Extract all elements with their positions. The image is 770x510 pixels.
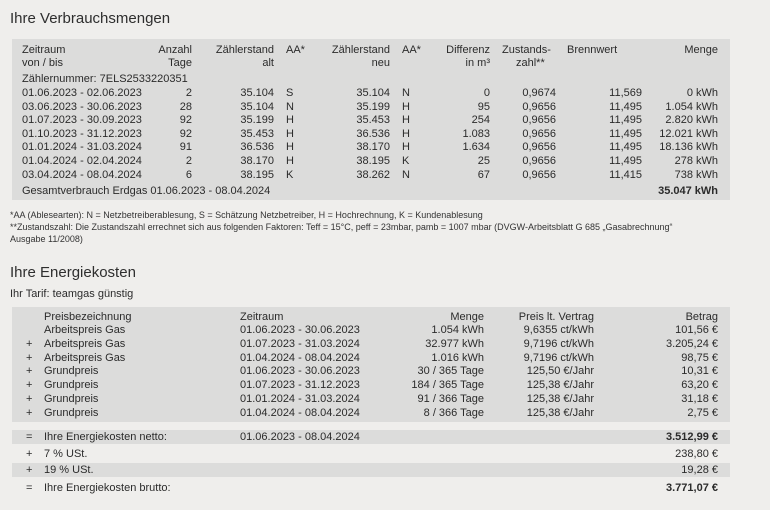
consumption-cell-old: 38.195 [240,168,274,181]
col-aa2-header: AA* [402,44,421,56]
consumption-cell-state: 0,9656 [522,100,556,113]
consumption-cell-diff: 1.083 [462,127,490,140]
cost-cell-price: 125,38 €/Jahr [526,393,594,405]
consumption-cell-period: 01.06.2023 - 02.06.2023 [22,87,142,99]
consumption-cell-new: 35.453 [356,114,390,127]
col-new-header: Zählerstand [331,44,390,56]
cost-cell-price: 9,6355 ct/kWh [523,324,594,336]
vat19-amount: 19,28 € [681,464,718,476]
cost-cell-amount: 3.205,24 € [666,337,718,350]
consumption-cell-aa1: N [286,100,294,113]
cost-cell-period: 01.04.2024 - 08.04.2024 [240,406,360,419]
gross-amount: 3.771,07 € [666,482,718,494]
col-old-header: Zählerstand [215,44,274,56]
cost-cell-qty: 184 / 365 Tage [411,379,484,392]
col-state-subheader: zahl** [516,57,545,69]
consumption-cell-diff: 67 [477,168,490,181]
consumption-cell-state: 0,9656 [522,127,556,140]
net-amount: 3.512,99 € [666,431,718,443]
cost-cell-op: + [26,393,33,405]
consumption-cell-calorific: 11,495 [609,114,642,127]
consumption-cell-new: 38.195 [356,155,390,167]
consumption-cell-aa2: H [402,114,410,127]
cost-cell-op: + [26,406,33,419]
consumption-cell-state: 0,9656 [522,155,556,167]
note-state-number: **Zustandszahl: Die Zustandszahl errechnet sich aus folgenden Faktoren: Teff = 15°C, peff = 23mbar, pamb = 1007 mbar (DVGW-Arbeitsblatt G 685 „Gasabrechnung“ [10,222,673,232]
consumption-cell-days: 6 [185,168,192,181]
consumption-cell-calorific: 11,569 [609,87,642,99]
net-op: = [26,431,33,443]
cost-cell-price: 9,7196 ct/kWh [523,351,594,364]
consumption-cell-amount: 278 kWh [674,155,718,167]
total-consumption-value: 35.047 kWh [658,185,718,197]
consumption-cell-days: 91 [179,141,192,154]
consumption-cell-diff: 254 [471,114,490,127]
cost-cell-qty: 1.054 kWh [431,324,484,336]
consumption-cell-state: 0,9674 [522,87,556,99]
cost-cell-name: Grundpreis [44,365,99,378]
cost-cell-period: 01.06.2023 - 30.06.2023 [240,365,360,378]
net-period: 01.06.2023 - 08.04.2024 [240,431,360,443]
consumption-cell-diff: 95 [477,100,490,113]
cost-cell-price: 125,38 €/Jahr [526,406,594,419]
consumption-cell-old: 36.536 [240,141,274,154]
cost-cell-period: 01.06.2023 - 30.06.2023 [240,324,360,336]
consumption-cell-amount: 2.820 kWh [665,114,718,127]
consumption-cell-old: 38.170 [240,155,274,167]
consumption-cell-aa2: K [402,155,410,167]
consumption-cell-diff: 1.634 [462,141,490,154]
cost-cell-amount: 63,20 € [681,379,718,392]
cost-col-name-header: Preisbezeichnung [44,311,132,323]
col-amount-header: Menge [684,44,718,56]
consumption-cell-days: 2 [185,155,192,167]
consumption-cell-aa1: H [286,127,294,140]
cost-cell-amount: 10,31 € [681,365,718,378]
consumption-cell-state: 0,9656 [522,141,556,154]
consumption-title: Ihre Verbrauchsmengen [10,10,171,27]
consumption-cell-aa1: S [286,87,294,99]
gross-op: = [26,482,33,494]
consumption-cell-diff: 0 [483,87,490,99]
col-new-subheader: neu [371,57,390,69]
consumption-cell-days: 92 [179,127,192,140]
consumption-cell-aa2: N [402,87,410,99]
col-diff-header: Differenz [446,44,490,56]
costs-title: Ihre Energiekosten [10,264,136,281]
consumption-cell-new: 35.104 [356,87,390,99]
consumption-cell-amount: 12.021 kWh [659,127,718,140]
consumption-cell-new: 36.536 [356,127,390,140]
consumption-cell-diff: 25 [477,155,490,167]
cost-cell-price: 9,7196 ct/kWh [523,337,594,350]
meter-number: Zählernummer: 7ELS2533220351 [22,73,188,85]
consumption-cell-aa2: H [402,127,410,140]
cost-col-period-header: Zeitraum [240,311,284,323]
cost-cell-qty: 1.016 kWh [431,351,484,364]
consumption-cell-period: 01.04.2024 - 02.04.2024 [22,155,142,167]
consumption-cell-new: 35.199 [356,100,390,113]
vat19-op: + [26,464,33,476]
consumption-cell-new: 38.262 [356,168,390,181]
cost-cell-name: Grundpreis [44,379,99,392]
cost-cell-name: Arbeitspreis Gas [44,337,126,350]
total-consumption-label: Gesamtverbrauch Erdgas 01.06.2023 - 08.04.2024 [22,185,271,197]
cost-cell-period: 01.07.2023 - 31.12.2023 [240,379,360,392]
cost-cell-qty: 32.977 kWh [425,337,484,350]
consumption-cell-old: 35.104 [240,100,274,113]
consumption-cell-aa2: H [402,141,410,154]
cost-cell-amount: 2,75 € [687,406,718,419]
col-days-header: Anzahl [158,44,192,56]
cost-cell-name: Arbeitspreis Gas [44,351,126,364]
consumption-cell-period: 01.07.2023 - 30.09.2023 [22,114,142,127]
vat7-amount: 238,80 € [675,448,718,460]
consumption-cell-amount: 738 kWh [674,168,718,181]
cost-cell-qty: 30 / 365 Tage [417,365,484,378]
consumption-cell-aa1: H [286,114,294,127]
col-period-header: Zeitraum [22,44,66,56]
vat7-op: + [26,448,33,460]
cost-col-qty-header: Menge [450,311,484,323]
cost-cell-period: 01.01.2024 - 31.03.2024 [240,393,360,405]
consumption-cell-calorific: 11,495 [609,100,642,113]
cost-cell-op: + [26,351,33,364]
cost-cell-op: + [26,365,33,378]
cost-cell-qty: 91 / 366 Tage [417,393,484,405]
cost-cell-amount: 98,75 € [681,351,718,364]
consumption-cell-days: 92 [179,114,192,127]
consumption-cell-state: 0,9656 [522,168,556,181]
col-aa1-header: AA* [286,44,305,56]
consumption-cell-days: 28 [179,100,192,113]
gross-label: Ihre Energiekosten brutto: [44,482,171,494]
consumption-cell-amount: 18.136 kWh [659,141,718,154]
cost-cell-op: + [26,337,33,350]
vat19-label: 19 % USt. [44,464,94,476]
cost-cell-period: 01.07.2023 - 31.03.2024 [240,337,360,350]
consumption-cell-aa1: K [286,168,294,181]
col-calorific-header: Brennwert [567,44,618,56]
cost-col-amount-header: Betrag [685,311,718,323]
cost-cell-op: + [26,379,33,392]
cost-col-price-header: Preis lt. Vertrag [518,311,594,323]
consumption-cell-calorific: 11,495 [609,141,642,154]
cost-cell-amount: 31,18 € [681,393,718,405]
tariff-label: Ihr Tarif: teamgas günstig [10,288,134,300]
cost-cell-qty: 8 / 366 Tage [423,406,484,419]
cost-cell-price: 125,50 €/Jahr [526,365,594,378]
consumption-cell-period: 03.06.2023 - 30.06.2023 [22,100,142,113]
col-old-subheader: alt [262,57,274,69]
col-state-header: Zustands- [502,44,551,56]
consumption-cell-aa2: N [402,168,410,181]
consumption-cell-period: 01.10.2023 - 31.12.2023 [22,127,142,140]
col-diff-subheader: in m³ [465,57,490,69]
consumption-cell-calorific: 11,415 [609,168,642,181]
cost-cell-name: Arbeitspreis Gas [44,324,126,336]
cost-cell-price: 125,38 €/Jahr [526,379,594,392]
consumption-cell-new: 38.170 [356,141,390,154]
cost-cell-amount: 101,56 € [675,324,718,336]
vat7-label: 7 % USt. [44,448,88,460]
note-state-number-edition: Ausgabe 11/2008) [10,234,83,244]
cost-cell-name: Grundpreis [44,393,99,405]
consumption-cell-old: 35.104 [240,87,274,99]
note-reading-types: *AA (Ablesearten): N = Netzbetreiberablesung, S = Schätzung Netzbetreiber, H = Hochrechnung, K = Kundenablesung [10,210,483,220]
consumption-cell-state: 0,9656 [522,114,556,127]
cost-cell-period: 01.04.2024 - 08.04.2024 [240,351,360,364]
consumption-cell-period: 01.01.2024 - 31.03.2024 [22,141,142,154]
consumption-cell-days: 2 [185,87,192,99]
col-period-subheader: von / bis [22,57,63,69]
consumption-cell-calorific: 11,495 [609,155,642,167]
consumption-cell-old: 35.453 [240,127,274,140]
consumption-cell-amount: 0 kWh [686,87,718,99]
consumption-cell-aa1: H [286,141,294,154]
col-days-subheader: Tage [168,57,192,69]
consumption-cell-calorific: 11,495 [609,127,642,140]
consumption-cell-amount: 1.054 kWh [665,100,718,113]
consumption-cell-period: 03.04.2024 - 08.04.2024 [22,168,142,181]
consumption-cell-aa2: H [402,100,410,113]
cost-cell-name: Grundpreis [44,406,99,419]
consumption-cell-old: 35.199 [240,114,274,127]
net-label: Ihre Energiekosten netto: [44,431,167,443]
consumption-cell-aa1: H [286,155,294,167]
